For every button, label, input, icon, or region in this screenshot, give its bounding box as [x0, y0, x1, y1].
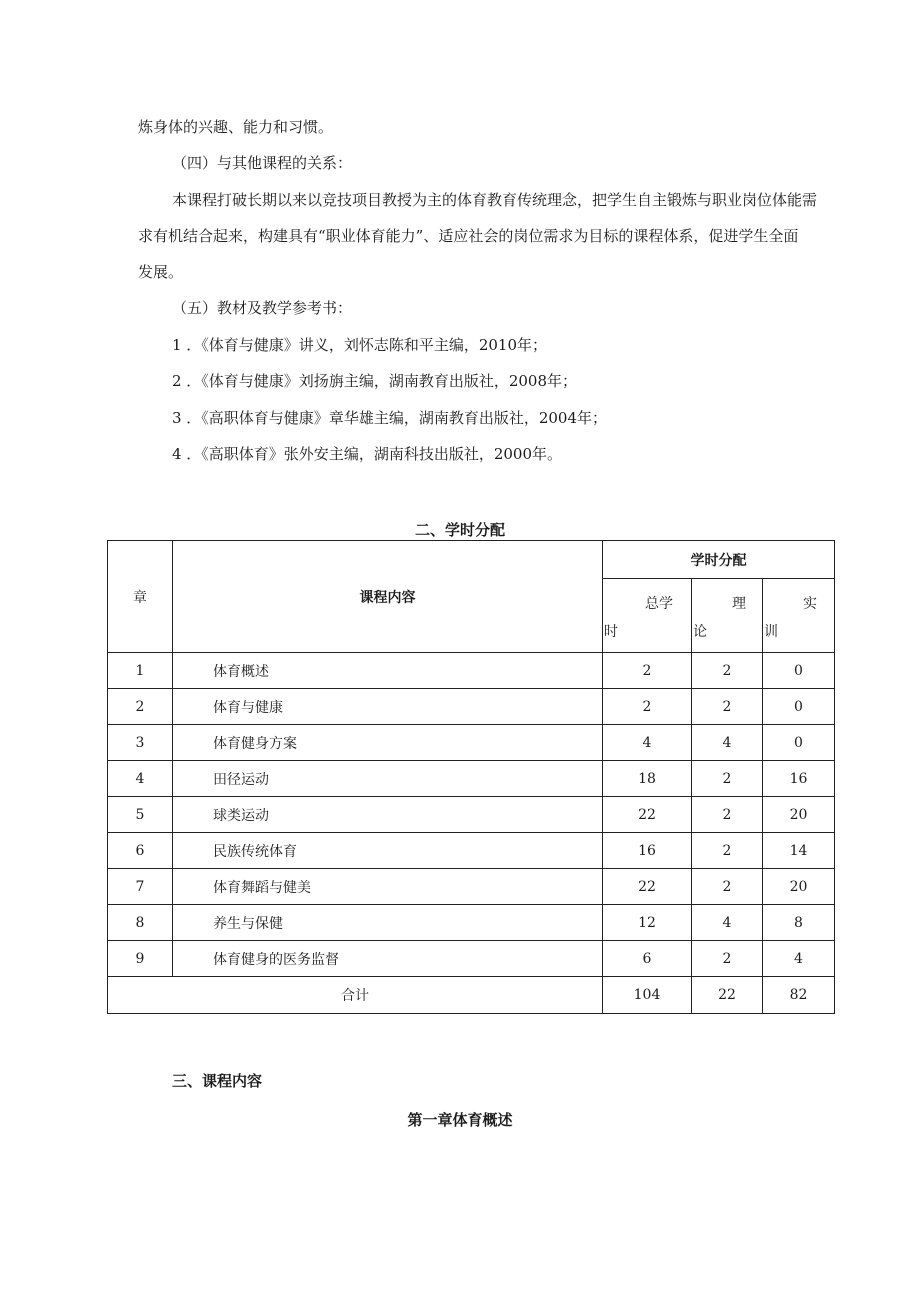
subsection-heading-relations: （四）与其他课程的关系：: [172, 154, 353, 172]
subsection-heading-textbooks: （五）教材及教学参考书：: [172, 299, 353, 317]
table-row: 2 体育与健康 2 2 0: [108, 689, 835, 725]
paragraph-line: 求有机结合起来，构建具有“职业体育能力”、适应社会的岗位需求为目标的课程体系，促进学生全面: [138, 227, 799, 245]
table-total-row: [108, 977, 835, 1014]
section-title-hours: 二、学时分配: [414, 521, 505, 539]
paragraph-line: 发展。: [138, 263, 184, 281]
section-title-content: 三、课程内容: [172, 1072, 263, 1090]
table-row: 4 田径运动 18 2 16: [108, 761, 835, 797]
reference-item: 1 ．《体育与健康》讲义，刘怀志陈和平主编，2010年；: [172, 336, 547, 354]
header-hours: 学时分配: [603, 541, 835, 579]
table-row: 9 体育健身的医务监督 6 2 4: [108, 941, 835, 977]
paragraph-line: 本课程打破长期以来以竞技项目教授为主的体育教育传统理念，把学生自主锻炼与职业岗位体能需: [172, 191, 818, 209]
hours-table: [107, 540, 835, 1014]
table-row: 8 养生与保健 12 4 8: [108, 905, 835, 941]
paragraph-line: 炼身体的兴趣、能力和习惯。: [138, 118, 334, 136]
table-row: 6 民族传统体育 16 2 14: [108, 833, 835, 869]
reference-item: 3 ．《高职体育与健康》章华雄主编，湖南教育出版社，2004年；: [172, 409, 607, 427]
total-theory: 22: [692, 977, 763, 1014]
table-row: 3 体育健身方案 4 4 0: [108, 725, 835, 761]
table-row: 1 体育概述 2 2 0: [108, 653, 835, 689]
total-practice: 82: [763, 977, 835, 1014]
table-row: 5 球类运动 22 2 20: [108, 797, 835, 833]
reference-item: 4 ．《高职体育》张外安主编，湖南科技出版社，2000年。: [172, 445, 562, 463]
reference-item: 2 ．《体育与健康》刘扬旃主编，湖南教育出版社，2008年；: [172, 372, 577, 390]
table-row: 7 体育舞蹈与健美 22 2 20: [108, 869, 835, 905]
chapter-title: 第一章体育概述: [407, 1111, 513, 1129]
header-chapter: 章: [108, 541, 173, 653]
header-theory: 理 论: [692, 579, 763, 653]
header-content: 课程内容: [173, 541, 603, 653]
total-label: 合计: [108, 977, 603, 1014]
header-practice: 实 训: [763, 579, 835, 653]
header-total: 总学 时: [603, 579, 692, 653]
total-hours: 104: [603, 977, 692, 1014]
